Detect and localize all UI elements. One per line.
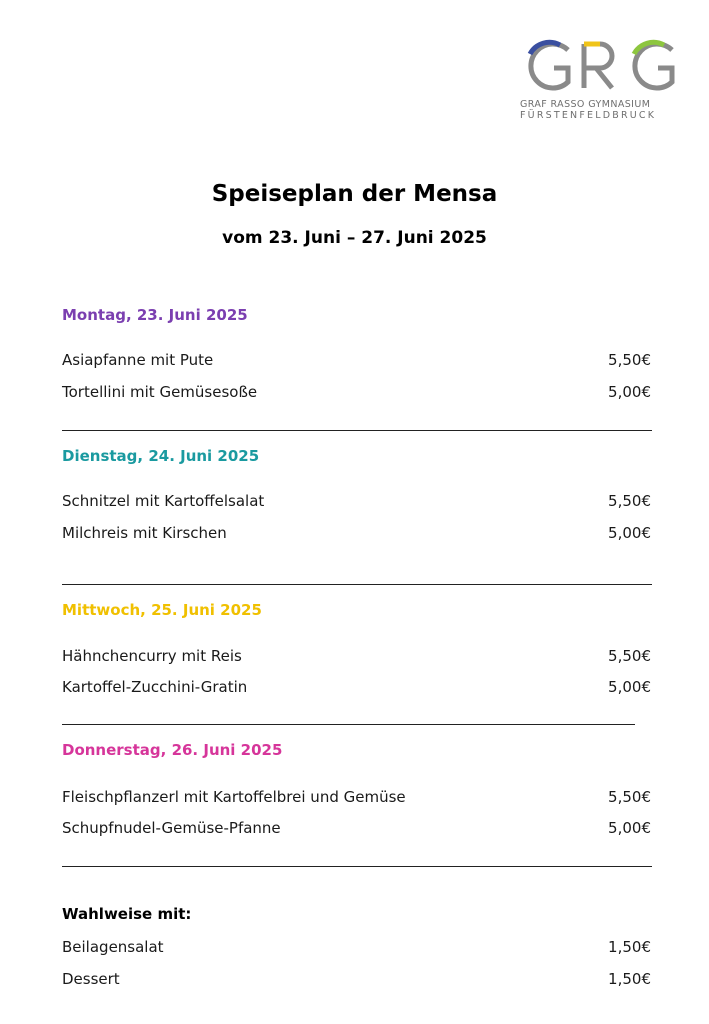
menu-item: Asiapfanne mit Pute: [62, 351, 214, 369]
menu-price: 5,50€: [608, 492, 651, 510]
menu-price: 5,00€: [608, 383, 651, 401]
separator-line: [62, 866, 652, 867]
day-heading-monday: Montag, 23. Juni 2025: [62, 306, 248, 324]
extras-item: Beilagensalat: [62, 938, 164, 956]
day-heading-thursday: Donnerstag, 26. Juni 2025: [62, 741, 283, 759]
separator-line: [62, 430, 652, 431]
menu-price: 5,00€: [608, 819, 651, 837]
menu-item: Milchreis mit Kirschen: [62, 524, 227, 542]
separator-line: [62, 584, 652, 585]
extras-item: Dessert: [62, 970, 120, 988]
menu-item: Schnitzel mit Kartoffelsalat: [62, 492, 265, 510]
extras-heading: Wahlweise mit:: [62, 905, 192, 923]
menu-item: Fleischpflanzerl mit Kartoffelbrei und Gemüse: [62, 788, 406, 806]
menu-price: 5,00€: [608, 524, 651, 542]
menu-price: 5,50€: [608, 647, 651, 665]
menu-item: Hähnchencurry mit Reis: [62, 647, 242, 665]
menu-price: 5,50€: [608, 351, 651, 369]
logo-school-name: GRAF RASSO GYMNASIUM: [520, 99, 651, 110]
menu-item: Schupfnudel-Gemüse-Pfanne: [62, 819, 281, 837]
day-heading-tuesday: Dienstag, 24. Juni 2025: [62, 447, 260, 465]
logo-town: FÜRSTENFELDBRUCK: [520, 110, 657, 121]
menu-price: 5,50€: [608, 788, 651, 806]
menu-item: Kartoffel-Zucchini-Gratin: [62, 678, 248, 696]
day-heading-wednesday: Mittwoch, 25. Juni 2025: [62, 601, 262, 619]
menu-item: Tortellini mit Gemüsesoße: [62, 383, 258, 401]
school-logo: [520, 36, 680, 126]
separator-line: [62, 724, 635, 725]
menu-price: 5,00€: [608, 678, 651, 696]
page-subtitle: vom 23. Juni – 27. Juni 2025: [222, 228, 487, 248]
page-title: Speiseplan der Mensa: [211, 181, 498, 207]
grg-logo-icon: [520, 36, 680, 96]
extras-price: 1,50€: [608, 970, 651, 988]
extras-price: 1,50€: [608, 938, 651, 956]
